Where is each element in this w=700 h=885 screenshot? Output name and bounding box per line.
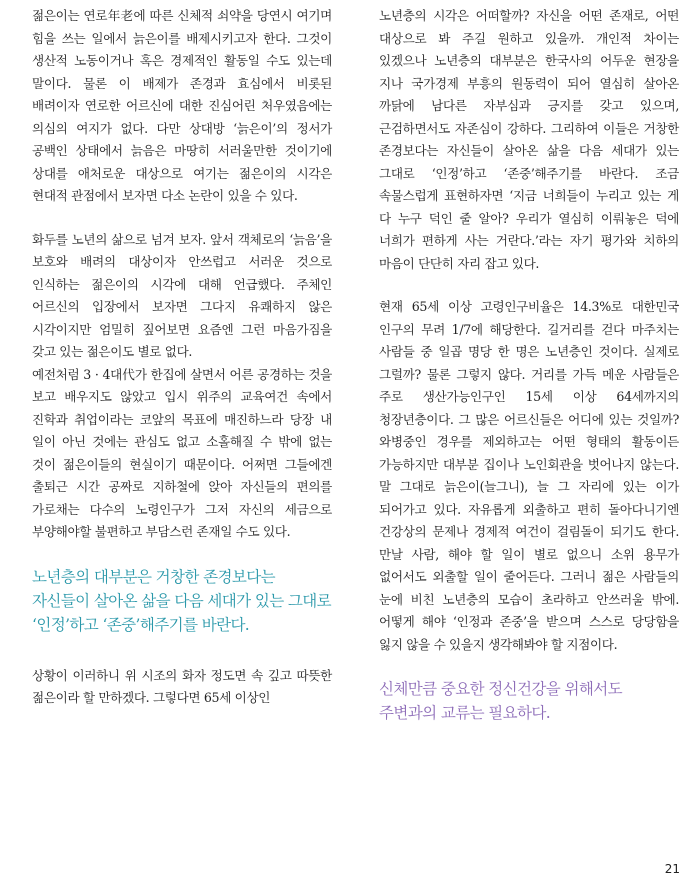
right-column [379, 5, 679, 753]
page-number: 21 [664, 862, 680, 876]
body-paragraph: 젊은이는 연로年老에 따른 신체적 쇠약을 당연시 여기며 힘을 쓰는 일에서 늙은이를 배제시키고자 한다. 그것이 생산적 노동이거나 혹은 경제적인 활동일 수도 있는데 말이다. 물론 이 배제가 존경과 효심에서 비롯된 배려이자 연로한 어르신에 대한 진심어린 처우였음에는 의심의 여지가 없다. 다만 상대방 ‘늙은이’의 정서가 공백인 상태에서 늙음은 마땅히 서러울만한 것이기에 상대를 애처로운 대상으로 여기는 젊은이의 시각은 현대적 관점에서 보자면 다소 논란이 있을 수 있다. [32, 8, 332, 203]
pull-quote: 노년층의 대부분은 거창한 존경보다는 자신들이 살아온 삶을 다음 세대가 있는 그대로 ‘인정’하고 ‘존중’해주기를 바란다. [32, 567, 332, 634]
pull-quote: 신체만큼 중요한 정신건강을 위해서도 주변과의 교류는 필요하다. [379, 680, 622, 722]
body-paragraph: 상황이 이러하니 위 시조의 화자 정도면 속 깊고 따뜻한 젊은이라 할 만하겠다. 그렇다면 65세 이상인 [32, 667, 332, 705]
body-paragraph: 현재 65세 이상 고령인구비율은 14.3%로 대한민국 인구의 무려 1/7에 해당한다. 길거리를 걷다 마주치는 사람들 중 일곱 명당 한 명은 노년층인 것이다. 실제로 그럴까? 물론 그렇지 않다. 거리를 가득 메운 사람들은 주로 생산가능인구인 15세 이상 64세까지의 청장년층이다. 그 많은 어르신들은 어디에 있는 것일까? 와병중인 경우를 제외하고는 어떤 형태의 활동이든 가능하지만 대부분 집이나 노인회관을 벗어나지 않는다. 말 그대로 늙은이(늘그니), 늘 그 자리에 있는 이가 되어가고 있다. 자유롭게 외출하고 편히 돌아다니기엔 건강상의 문제나 경제적 여건이 걸림돌이 되기도 한다. 만날 사람, 해야 할 일이 별로 없으니 소위 용무가 없어서도 외출할 일이 줄어든다. 그러니 젊은 사람들의 눈에 비친 노년층의 모습이 초라하고 안쓰러울 밖에. 어떻게 해야 ‘인정과 존중’을 받으며 스스로 당당함을 잃지 않을 수 있을지 생각해봐야 할 지점이다. [379, 299, 679, 652]
left-column [32, 5, 332, 731]
body-paragraph: 화두를 노년의 삶으로 넘겨 보자. 앞서 객체로의 ‘늙음’을 보호와 배려의 대상이자 안쓰럽고 서러운 것으로 인식하는 젊은이의 시각에 대해 언급했다. 주체인 어르신의 입장에서 보자면 그다지 유쾌하지 않은 시각이지만 엄밀히 짚어보면 요즘엔 그런 마음가짐을 갖고 있는 젊은이도 별로 없다. [32, 231, 332, 359]
body-paragraph: 노년층의 시각은 어떠할까? 자신을 어떤 존재로, 어떤 대상으로 봐 주길 원하고 있을까. 개인적 차이는 있겠으나 노년층의 대부분은 한국사의 어두운 현장을 지나 국가경제 부흥의 원동력이 되어 열심히 살아온 까닭에 남다른 자부심과 긍지를 갖고 있으며, 근검하면서도 자존심이 강하다. 그리하여 이들은 거창한 존경보다는 자신들이 살아온 삶을 다음 세대가 있는 그대로 ‘인정’하고 ‘존중’해주기를 바란다. 조금 속물스럽게 표현하자면 ‘지금 너희들이 누리고 있는 게 다 누구 덕인 줄 알아? 우리가 열심히 이뤄놓은 덕에 너희가 편하게 사는 거란다.’라는 자기 평가와 치하의 마음이 단단히 자리 잡고 있다. [379, 8, 679, 271]
body-paragraph: 예전처럼 3 · 4대代가 한집에 살면서 어른 공경하는 것을 보고 배우지도 않았고 입시 위주의 교육여건 속에서 진학과 취업이라는 코앞의 목표에 매진하느라 당장 내 일이 아닌 것에는 관심도 없고 소홀해질 수 밖에 없는 것이 젊은이들의 현실이기 때문이다. 어쩌면 그들에겐 출퇴근 시간 공짜로 지하철에 앉아 자신들의 편의를 가로채는 다수의 노령인구가 그저 자신의 세금으로 부양해야할 불편하고 부담스런 존재일 수도 있다. [32, 366, 332, 539]
